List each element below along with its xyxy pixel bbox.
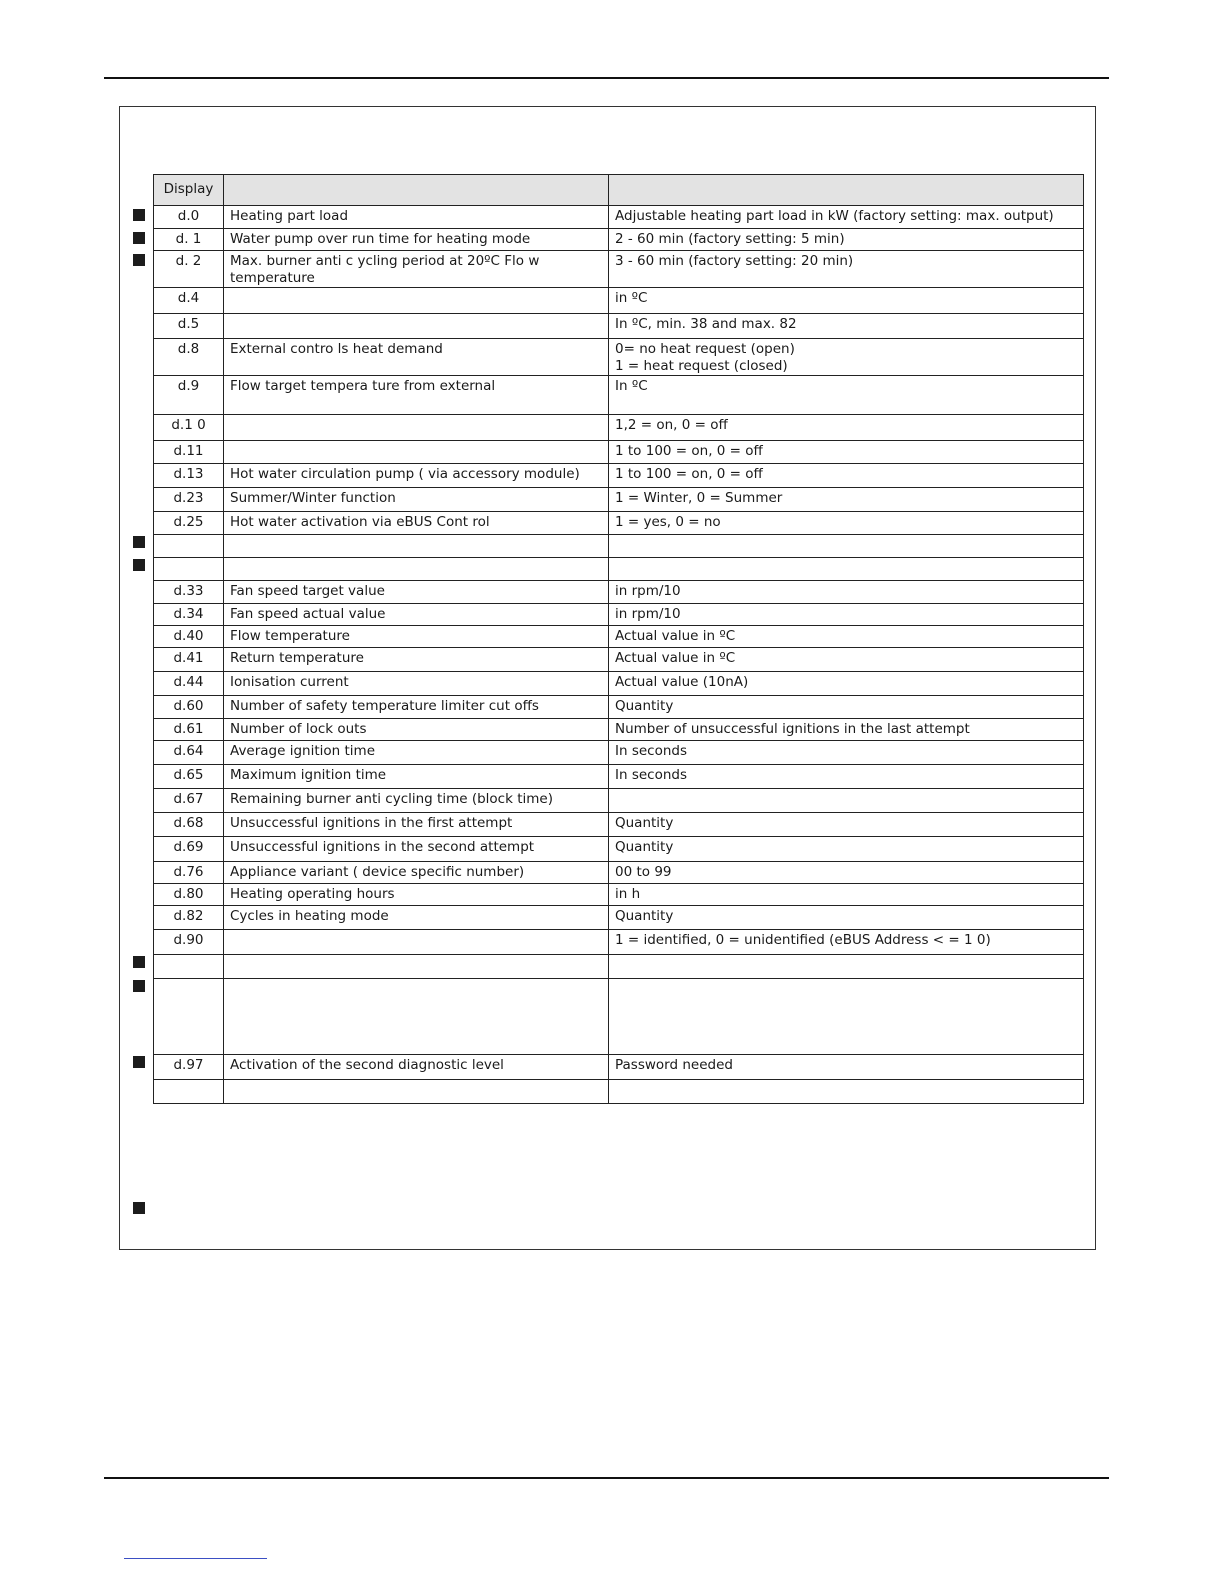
row-marker xyxy=(133,559,145,571)
row-code-cell: d.41 xyxy=(154,648,224,672)
row-value-cell xyxy=(609,558,1084,581)
row-value-cell xyxy=(609,955,1084,979)
row-value-cell: Quantity xyxy=(609,696,1084,719)
row-value-cell: 1 = Winter, 0 = Summer xyxy=(609,488,1084,512)
row-description-cell xyxy=(224,930,609,955)
diagnostic-codes-table xyxy=(153,174,1084,1104)
row-description-cell: Appliance variant ( device specific number) xyxy=(224,862,609,884)
header-value xyxy=(609,175,1084,206)
row-value-cell: Quantity xyxy=(609,906,1084,930)
row-description-cell: Summer/Winter function xyxy=(224,488,609,512)
row-code-cell xyxy=(154,979,224,1055)
table-row xyxy=(154,626,1084,648)
row-description-cell xyxy=(224,314,609,339)
header-display: Display xyxy=(154,175,224,206)
table-row xyxy=(154,955,1084,979)
row-description-cell: Maximum ignition time xyxy=(224,765,609,789)
table-row xyxy=(154,906,1084,930)
table-row xyxy=(154,415,1084,441)
table-row xyxy=(154,930,1084,955)
table-row xyxy=(154,979,1084,1055)
row-value-cell: in rpm/10 xyxy=(609,604,1084,626)
row-value-cell: 00 to 99 xyxy=(609,862,1084,884)
row-value-cell: 2 - 60 min (factory setting: 5 min) xyxy=(609,229,1084,251)
row-code-cell: d. 2 xyxy=(154,251,224,288)
row-value-cell: Password needed xyxy=(609,1055,1084,1080)
table-row xyxy=(154,288,1084,314)
row-code-cell xyxy=(154,535,224,558)
row-description-cell: Flow target tempera ture from external xyxy=(224,376,609,415)
row-description-cell: Unsuccessful ignitions in the first attempt xyxy=(224,813,609,837)
row-code-cell: d.97 xyxy=(154,1055,224,1080)
row-code-cell xyxy=(154,955,224,979)
row-code-cell: d.80 xyxy=(154,884,224,906)
row-code-cell: d.5 xyxy=(154,314,224,339)
table-row xyxy=(154,441,1084,464)
row-value-cell: Quantity xyxy=(609,837,1084,862)
table-row xyxy=(154,512,1084,535)
row-value-cell: Quantity xyxy=(609,813,1084,837)
table-row xyxy=(154,696,1084,719)
table-row xyxy=(154,581,1084,604)
row-description-cell: External contro ls heat demand xyxy=(224,339,609,376)
row-value-cell: 3 - 60 min (factory setting: 20 min) xyxy=(609,251,1084,288)
row-code-cell: d.69 xyxy=(154,837,224,862)
table-row xyxy=(154,765,1084,789)
row-value-cell: 1 to 100 = on, 0 = off xyxy=(609,441,1084,464)
row-value-cell xyxy=(609,1080,1084,1104)
row-code-cell xyxy=(154,1080,224,1104)
header-rule xyxy=(104,77,1109,79)
row-code-cell: d.9 xyxy=(154,376,224,415)
table-row xyxy=(154,789,1084,813)
table-row xyxy=(154,251,1084,288)
row-value-cell xyxy=(609,789,1084,813)
row-code-cell: d.90 xyxy=(154,930,224,955)
table-row xyxy=(154,1055,1084,1080)
row-code-cell: d.4 xyxy=(154,288,224,314)
table-row xyxy=(154,648,1084,672)
row-code-cell: d.40 xyxy=(154,626,224,648)
table-row xyxy=(154,672,1084,696)
row-code-cell: d.60 xyxy=(154,696,224,719)
row-description-cell: Flow temperature xyxy=(224,626,609,648)
row-marker xyxy=(133,209,145,221)
row-description-cell xyxy=(224,1080,609,1104)
table-row xyxy=(154,862,1084,884)
row-value-cell: 1 to 100 = on, 0 = off xyxy=(609,464,1084,488)
row-description-cell: Fan speed target value xyxy=(224,581,609,604)
row-code-cell: d.11 xyxy=(154,441,224,464)
row-value-cell: Actual value in ºC xyxy=(609,648,1084,672)
row-description-cell: Average ignition time xyxy=(224,741,609,765)
row-value-cell: In ºC, min. 38 and max. 82 xyxy=(609,314,1084,339)
row-description-cell: Remaining burner anti cycling time (block time) xyxy=(224,789,609,813)
table-row xyxy=(154,604,1084,626)
row-value-cell: 1,2 = on, 0 = off xyxy=(609,415,1084,441)
table-row xyxy=(154,314,1084,339)
row-code-cell: d.76 xyxy=(154,862,224,884)
row-description-cell xyxy=(224,979,609,1055)
row-code-cell: d.82 xyxy=(154,906,224,930)
row-value-cell: in rpm/10 xyxy=(609,581,1084,604)
table-row xyxy=(154,376,1084,415)
row-marker xyxy=(133,232,145,244)
row-description-cell xyxy=(224,558,609,581)
row-description-cell: Heating part load xyxy=(224,206,609,229)
row-description-cell: Hot water activation via eBUS Cont rol xyxy=(224,512,609,535)
table-row xyxy=(154,488,1084,512)
table-row xyxy=(154,884,1084,906)
row-description-cell: Number of lock outs xyxy=(224,719,609,741)
row-code-cell: d.68 xyxy=(154,813,224,837)
row-value-cell: Actual value (10nA) xyxy=(609,672,1084,696)
row-value-cell: 1 = yes, 0 = no xyxy=(609,512,1084,535)
table-row xyxy=(154,1080,1084,1104)
row-value-cell: Number of unsuccessful ignitions in the last attempt xyxy=(609,719,1084,741)
row-code-cell: d.23 xyxy=(154,488,224,512)
row-code-cell: d.44 xyxy=(154,672,224,696)
row-description-cell: Ionisation current xyxy=(224,672,609,696)
row-code-cell: d.8 xyxy=(154,339,224,376)
table-row xyxy=(154,206,1084,229)
row-marker xyxy=(133,1056,145,1068)
row-marker xyxy=(133,536,145,548)
row-description-cell: Hot water circulation pump ( via accessory module) xyxy=(224,464,609,488)
row-description-cell xyxy=(224,441,609,464)
row-description-cell: Water pump over run time for heating mode xyxy=(224,229,609,251)
row-code-cell: d.67 xyxy=(154,789,224,813)
table-row xyxy=(154,464,1084,488)
table-row xyxy=(154,535,1084,558)
table-row xyxy=(154,229,1084,251)
row-value-cell xyxy=(609,535,1084,558)
row-code-cell: d.34 xyxy=(154,604,224,626)
row-code-cell: d.13 xyxy=(154,464,224,488)
row-value-cell: Adjustable heating part load in kW (factory setting: max. output) xyxy=(609,206,1084,229)
footnote-marker xyxy=(133,1202,145,1214)
row-description-cell: Number of safety temperature limiter cut offs xyxy=(224,696,609,719)
row-code-cell: d.64 xyxy=(154,741,224,765)
row-marker xyxy=(133,980,145,992)
row-description-cell: Return temperature xyxy=(224,648,609,672)
row-code-cell: d.25 xyxy=(154,512,224,535)
row-value-cell: In seconds xyxy=(609,765,1084,789)
row-description-cell: Fan speed actual value xyxy=(224,604,609,626)
table-row xyxy=(154,741,1084,765)
row-code-cell: d.33 xyxy=(154,581,224,604)
row-code-cell: d.61 xyxy=(154,719,224,741)
row-value-cell: 0= no heat request (open) 1 = heat request (closed) xyxy=(609,339,1084,376)
row-code-cell: d.65 xyxy=(154,765,224,789)
footer-rule xyxy=(104,1477,1109,1479)
table-row xyxy=(154,813,1084,837)
table-body xyxy=(154,206,1084,1104)
header-description xyxy=(224,175,609,206)
row-description-cell: Unsuccessful ignitions in the second attempt xyxy=(224,837,609,862)
table-header-row xyxy=(154,175,1084,206)
table-row xyxy=(154,558,1084,581)
row-value-cell: in h xyxy=(609,884,1084,906)
row-code-cell: d.0 xyxy=(154,206,224,229)
row-code-cell: d. 1 xyxy=(154,229,224,251)
table-row xyxy=(154,339,1084,376)
row-description-cell: Heating operating hours xyxy=(224,884,609,906)
row-description-cell: Activation of the second diagnostic level xyxy=(224,1055,609,1080)
row-description-cell: Cycles in heating mode xyxy=(224,906,609,930)
footer-link-underline xyxy=(124,1558,267,1559)
row-marker xyxy=(133,956,145,968)
row-description-cell xyxy=(224,535,609,558)
row-description-cell xyxy=(224,955,609,979)
row-description-cell xyxy=(224,288,609,314)
row-description-cell: Max. burner anti c ycling period at 20ºC Flo w temperature xyxy=(224,251,609,288)
row-value-cell: In seconds xyxy=(609,741,1084,765)
row-value-cell: Actual value in ºC xyxy=(609,626,1084,648)
row-value-cell xyxy=(609,979,1084,1055)
row-value-cell: 1 = identified, 0 = unidentified (eBUS Address < = 1 0) xyxy=(609,930,1084,955)
table-row xyxy=(154,837,1084,862)
row-code-cell: d.1 0 xyxy=(154,415,224,441)
table-row xyxy=(154,719,1084,741)
row-code-cell xyxy=(154,558,224,581)
row-description-cell xyxy=(224,415,609,441)
row-value-cell: in ºC xyxy=(609,288,1084,314)
row-value-cell: In ºC xyxy=(609,376,1084,415)
row-marker xyxy=(133,254,145,266)
